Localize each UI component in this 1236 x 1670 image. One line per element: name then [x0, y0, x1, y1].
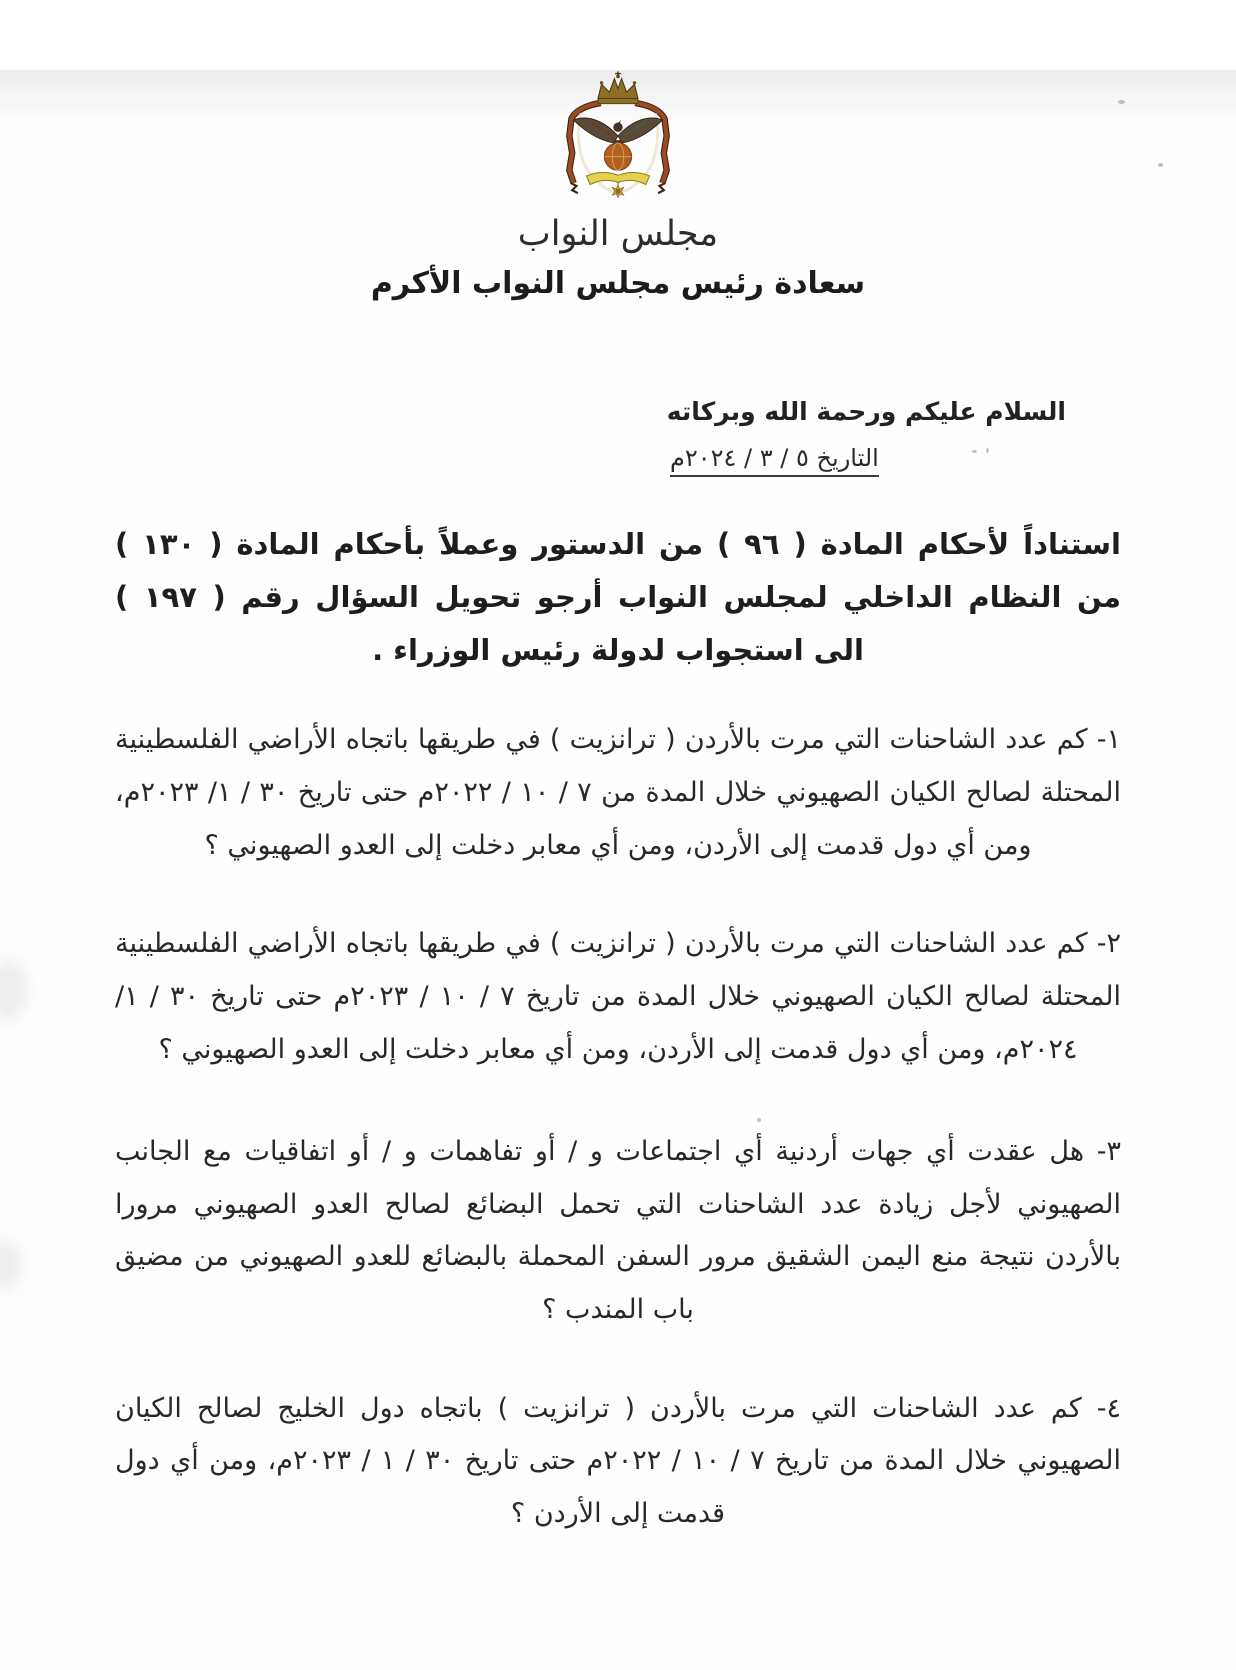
scan-artifact: [986, 448, 989, 453]
crown-icon: [598, 71, 638, 103]
question-1: ١- كم عدد الشاحنات التي مرت بالأردن ( ترانزيت ) في طريقها باتجاه الأراضي الفلسطينية المحتلة لصالح الكيان الصهيوني خلال المدة من ٧ / ١٠ / ٢٠٢٢م حتى تاريخ ٣٠ / ١/ ٢٠٢٣م، ومن أي دول قدمت إلى الأردن، ومن أي معابر دخلت إلى العدو الصهيوني ؟: [115, 724, 1122, 861]
jordan-coat-of-arms-icon: [539, 70, 697, 206]
date-value: التاريخ ٥ / ٣ / ٢٠٢٤م: [670, 444, 879, 477]
scan-artifact: [972, 450, 977, 453]
globe-icon: [604, 143, 631, 170]
org-calligraphy: مجلس النواب: [517, 214, 719, 254]
letter-content: [0, 70, 1236, 1541]
scan-artifact: [1158, 163, 1163, 167]
question-4: ٤- كم عدد الشاحنات التي مرت بالأردن ( ترانزيت ) باتجاه دول الخليج لصالح الكيان الصهيوني خلال المدة من تاريخ ٧ / ١٠ / ٢٠٢٢م حتى تاريخ ٣٠ / ١ / ٢٠٢٣م، ومن أي دول قدمت إلى الأردن ؟: [115, 1392, 1122, 1529]
salutation-line: السلام عليكم ورحمة الله وبركاته: [666, 397, 1066, 426]
date-line: [115, 444, 1121, 472]
recipient-heading: سعادة رئيس مجلس النواب الأكرم: [370, 266, 866, 301]
question-3: ٣- هل عقدت أي جهات أردنية أي اجتماعات و / أو تفاهمات و / أو اتفاقيات مع الجانب الصهيوني لأجل زيادة عدد الشاحنات التي تحمل البضائع لصالح العدو الصهيوني مرورا بالأردن نتيجة منع اليمن الشقيق مرور السفن المحملة بالبضائع للعدو الصهيوني من مضيق باب المندب ؟: [115, 1136, 1121, 1326]
question-2: ٢- كم عدد الشاحنات التي مرت بالأردن ( ترانزيت ) في طريقها باتجاه الأراضي الفلسطينية المحتلة لصالح الكيان الصهيوني خلال المدة من تاريخ ٧ / ١٠ / ٢٠٢٣م حتى تاريخ ٣٠ / ١/ ٢٠٢٤م، ومن أي دول قدمت إلى الأردن، ومن أي معابر دخلت إلى العدو الصهيوني ؟: [115, 928, 1122, 1065]
letterhead: [115, 70, 1121, 254]
scan-artifact: [1118, 100, 1125, 104]
medal-star-icon: [612, 182, 623, 197]
intro-paragraph: استناداً لأحكام المادة ( ٩٦ ) من الدستور وعملاً بأحكام المادة ( ١٣٠ ) من النظام الداخلي لمجلس النواب أرجو تحويل السؤال رقم ( ١٩٧ ) الى استجواب لدولة رئيس الوزراء .: [115, 527, 1122, 667]
scanned-letter-page: [0, 70, 1236, 1670]
scan-artifact: [757, 1118, 761, 1122]
